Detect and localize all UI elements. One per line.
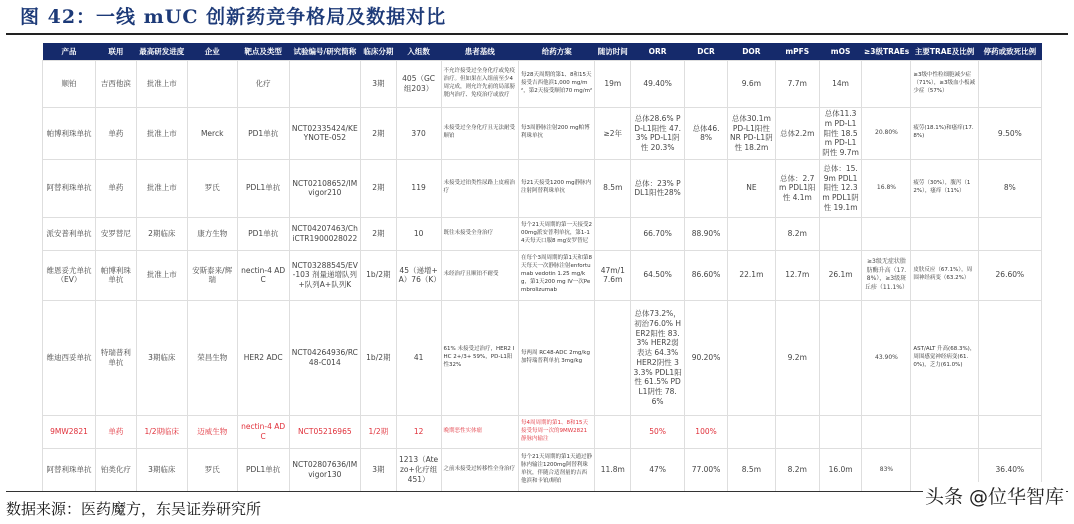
cell-phase: 2期 <box>361 217 397 250</box>
cell-phase: 1b/2期 <box>361 300 397 415</box>
cell-followup: 11.8m <box>595 448 631 491</box>
cell-target: PD1单抗 <box>237 217 289 250</box>
figure-title: 图 42：一线 mUC 创新药竞争格局及数据对比 <box>20 6 447 28</box>
cell-baseline: 之前未接受过转移性全身治疗 <box>441 448 518 491</box>
cell-followup: 19m <box>595 61 631 108</box>
cell-trial-id: NCT03288545/EV-103 剂量递增队列+队列A+队列K <box>289 250 360 300</box>
cell-combination: 帕博利珠单抗 <box>96 250 137 300</box>
cell-discontinuation <box>978 61 1041 108</box>
cell-product: 阿替利珠单抗 <box>43 159 96 217</box>
header-company: 企业 <box>187 43 237 61</box>
cell-followup <box>595 217 631 250</box>
cell-discontinuation: 8% <box>978 159 1041 217</box>
cell-dosing: 每28天周期的第1、8和15天接受吉西他滨1,000 mg/m²，第2天接受顺铂70 mg/m² <box>518 61 594 108</box>
cell-baseline: 晚期恶性实体瘤 <box>441 415 518 448</box>
header-product: 产品 <box>43 43 96 61</box>
cell-orr: 64.50% <box>631 250 685 300</box>
cell-company: 罗氏 <box>187 448 237 491</box>
cell-company: Merck <box>187 108 237 160</box>
title-divider <box>6 33 1068 35</box>
cell-discontinuation: 26.60% <box>978 250 1041 300</box>
cell-grade3-traes <box>862 415 911 448</box>
cell-dcr <box>685 61 728 108</box>
cell-dcr: 总体46.8% <box>685 108 728 160</box>
cell-orr: 总体73.2%，初治76.0% HER2阳性 83.3% HER2弱表达 64.3% HER2阴性 33.3% PDL1阳性 61.5% PDL1阴性 78.6% <box>631 300 685 415</box>
header-dcr: DCR <box>685 43 728 61</box>
cell-dor: 22.1m <box>727 250 775 300</box>
cell-product: 维迪西妥单抗 <box>43 300 96 415</box>
cell-company: 安斯泰来/辉瑞 <box>187 250 237 300</box>
header-stage: 最高研发进度 <box>136 43 187 61</box>
header-enrollment: 入组数 <box>396 43 441 61</box>
cell-baseline: 未接受过铂类性尿路上皮癌治疗 <box>441 159 518 217</box>
table-row <box>43 61 1042 108</box>
cell-enrollment: 12 <box>396 415 441 448</box>
header-dor: DOR <box>727 43 775 61</box>
data-source-note: 数据来源：医药魔方，东吴证券研究所 <box>6 500 262 518</box>
cell-orr: 总体28.6% PD-L1阳性 47.3% PD-L1阴性 20.3% <box>631 108 685 160</box>
cell-mpfs <box>775 415 819 448</box>
header-grade3-traes: ≥3级TRAEs <box>862 43 911 61</box>
cell-followup <box>595 415 631 448</box>
cell-baseline: 61% 未接受过治疗，HER2 IHC 2+/3+ 59%，PD-L1阳性32% <box>441 300 518 415</box>
cell-dor <box>727 300 775 415</box>
cell-target: nectin-4 ADC <box>237 250 289 300</box>
cell-main-trae <box>911 415 978 448</box>
cell-stage: 1/2期临床 <box>136 415 187 448</box>
cell-product: 9MW2821 <box>43 415 96 448</box>
cell-grade3-traes <box>862 217 911 250</box>
cell-combination: 单药 <box>96 108 137 160</box>
cell-enrollment: 370 <box>396 108 441 160</box>
header-dosing: 给药方案 <box>518 43 594 61</box>
cell-baseline: 不允许接受过全身化疗或免疫治疗。但如果在入组前至少4周完成，则允许先前的局部膀胱内治疗、免疫治疗或放疗 <box>441 61 518 108</box>
cell-combination: 铂类化疗 <box>96 448 137 491</box>
cell-company: 荣昌生物 <box>187 300 237 415</box>
table-row <box>43 159 1042 217</box>
cell-grade3-traes: ≥3级无症状脂肪酶升高（17.8%），≥3级斑丘疹（11.1%） <box>862 250 911 300</box>
cell-product: 帕博利珠单抗 <box>43 108 96 160</box>
cell-stage: 2期临床 <box>136 217 187 250</box>
cell-discontinuation <box>978 415 1041 448</box>
cell-target: HER2 ADC <box>237 300 289 415</box>
header-orr: ORR <box>631 43 685 61</box>
cell-orr: 49.40% <box>631 61 685 108</box>
cell-mos <box>819 415 862 448</box>
cell-orr: 50% <box>631 415 685 448</box>
cell-mpfs: 12.7m <box>775 250 819 300</box>
cell-enrollment: 119 <box>396 159 441 217</box>
cell-target: PDL1单抗 <box>237 159 289 217</box>
cell-combination: 安罗替尼 <box>96 217 137 250</box>
cell-baseline: 未经治疗且顺铂不耐受 <box>441 250 518 300</box>
cell-product: 维恩妥尤单抗（EV） <box>43 250 96 300</box>
cell-dor: 总体30.1m PD-L1阳性 NR PD-L1阴性 18.2m <box>727 108 775 160</box>
cell-followup: ≥2年 <box>595 108 631 160</box>
cell-dor: 9.6m <box>727 61 775 108</box>
cell-company: 罗氏 <box>187 159 237 217</box>
cell-company <box>187 61 237 108</box>
cell-grade3-traes: 20.80% <box>862 108 911 160</box>
table-row <box>43 108 1042 160</box>
header-target: 靶点及类型 <box>237 43 289 61</box>
watermark: 头条 @位华智库 <box>923 482 1066 509</box>
cell-trial-id: NCT04264936/RC48-C014 <box>289 300 360 415</box>
cell-grade3-traes: 83% <box>862 448 911 491</box>
cell-grade3-traes <box>862 61 911 108</box>
header-followup: 随访时间 <box>595 43 631 61</box>
cell-product: 顺铂 <box>43 61 96 108</box>
cell-combination: 吉西他滨 <box>96 61 137 108</box>
header-phase: 临床分期 <box>361 43 397 61</box>
cell-phase: 3期 <box>361 448 397 491</box>
cell-dcr: 88.90% <box>685 217 728 250</box>
cell-orr: 总体：23% PDL1阳性28% <box>631 159 685 217</box>
cell-dosing: 在每个3周周期的第1天和第8天每天一次静脉注射enfortumab vedotin 1.25 mg/kg，第1天200 mg IV一次Pembrolizumab <box>518 250 594 300</box>
cell-trial-id <box>289 61 360 108</box>
cell-discontinuation: 9.50% <box>978 108 1041 160</box>
cell-target: PDL1单抗 <box>237 448 289 491</box>
cell-trial-id: NCT02108652/IMvigor210 <box>289 159 360 217</box>
cell-orr: 66.70% <box>631 217 685 250</box>
cell-dcr: 100% <box>685 415 728 448</box>
cell-followup: 47m/17.6m <box>595 250 631 300</box>
cell-dosing: 每21天接受1200 mg静脉内注射阿替利珠单抗 <box>518 159 594 217</box>
header-mpfs: mPFS <box>775 43 819 61</box>
cell-stage: 批准上市 <box>136 61 187 108</box>
cell-grade3-traes: 43.90% <box>862 300 911 415</box>
cell-followup: 8.5m <box>595 159 631 217</box>
cell-dcr: 77.00% <box>685 448 728 491</box>
cell-enrollment: 1213（Atezo+化疗组451） <box>396 448 441 491</box>
cell-stage: 批准上市 <box>136 159 187 217</box>
cell-mos <box>819 300 862 415</box>
cell-main-trae: ≥3级中性粒细胞减少症（71%），≥3级血小板减少症（57%） <box>911 61 978 108</box>
cell-main-trae: 皮肤反应（67.1%），周围神经病变（63.2%） <box>911 250 978 300</box>
header-mos: mOS <box>819 43 862 61</box>
cell-stage: 3期临床 <box>136 300 187 415</box>
cell-main-trae: 疲劳(18.1%)和瘙痒(17.8%) <box>911 108 978 160</box>
cell-mos <box>819 217 862 250</box>
cell-product: 派安普利单抗 <box>43 217 96 250</box>
table-header-row <box>43 43 1042 61</box>
cell-dor: 8.5m <box>727 448 775 491</box>
table-row <box>43 448 1042 491</box>
cell-trial-id: NCT02807636/IMvigor130 <box>289 448 360 491</box>
header-trial-id: 试验编号/研究简称 <box>289 43 360 61</box>
cell-discontinuation: 36.40% <box>978 448 1041 491</box>
table-row <box>43 217 1042 250</box>
cell-followup <box>595 300 631 415</box>
cell-product: 阿替利珠单抗 <box>43 448 96 491</box>
competition-table <box>42 43 1042 492</box>
cell-target: PD1单抗 <box>237 108 289 160</box>
cell-baseline: 既往未接受全身治疗 <box>441 217 518 250</box>
cell-dcr: 86.60% <box>685 250 728 300</box>
cell-target: 化疗 <box>237 61 289 108</box>
cell-phase: 1/2期 <box>361 415 397 448</box>
cell-stage: 3期临床 <box>136 448 187 491</box>
cell-mos: 总体11.3m PD-L1阳性 18.5m PD-L1阴性 9.7m <box>819 108 862 160</box>
cell-main-trae: 疲劳（30%），腹泻（12%），瘙痒（11%） <box>911 159 978 217</box>
table-row <box>43 250 1042 300</box>
cell-enrollment: 10 <box>396 217 441 250</box>
cell-mpfs: 总体2.2m <box>775 108 819 160</box>
header-baseline: 患者基线 <box>441 43 518 61</box>
cell-discontinuation <box>978 217 1041 250</box>
cell-combination: 单药 <box>96 415 137 448</box>
cell-enrollment: 41 <box>396 300 441 415</box>
cell-baseline: 未接受过全身化疗且无法耐受顺铂 <box>441 108 518 160</box>
cell-combination: 特瑞普利单抗 <box>96 300 137 415</box>
cell-dor: NE <box>727 159 775 217</box>
cell-mpfs: 9.2m <box>775 300 819 415</box>
cell-enrollment: 45（递增+A）76（K） <box>396 250 441 300</box>
header-combination: 联用 <box>96 43 137 61</box>
cell-mpfs: 8.2m <box>775 217 819 250</box>
cell-stage: 批准上市 <box>136 250 187 300</box>
footer-divider <box>6 491 1068 492</box>
cell-dosing: 每个21天周期的第一天接受200mg派安普利单抗，第1-14天每天口服8 mg安罗替尼 <box>518 217 594 250</box>
table-row <box>43 415 1042 448</box>
cell-main-trae: AST/ALT 升高(68.3%)，周围感觉神经病变(61.0%)，乏力(61.0%) <box>911 300 978 415</box>
cell-grade3-traes: 16.8% <box>862 159 911 217</box>
cell-mpfs: 总体：2.7m PDL1阳性 4.1m <box>775 159 819 217</box>
cell-mos: 14m <box>819 61 862 108</box>
cell-phase: 2期 <box>361 108 397 160</box>
cell-orr: 47% <box>631 448 685 491</box>
cell-mpfs: 7.7m <box>775 61 819 108</box>
cell-dcr: 90.20% <box>685 300 728 415</box>
table-row <box>43 300 1042 415</box>
cell-combination: 单药 <box>96 159 137 217</box>
header-discontinuation: 停药或致死比例 <box>978 43 1041 61</box>
cell-company: 迈威生物 <box>187 415 237 448</box>
cell-trial-id: NCT02335424/KEYNOTE-052 <box>289 108 360 160</box>
cell-mos: 26.1m <box>819 250 862 300</box>
cell-mpfs: 8.2m <box>775 448 819 491</box>
cell-phase: 1b/2期 <box>361 250 397 300</box>
cell-dor <box>727 415 775 448</box>
cell-mos: 总体：15.9m PDL1阳性 12.3m PDL1阴性 19.1m <box>819 159 862 217</box>
cell-dor <box>727 217 775 250</box>
cell-dosing: 每4周周期的第1、8和15天接受每周一次的9MW2821静脉内输注 <box>518 415 594 448</box>
cell-mos: 16.0m <box>819 448 862 491</box>
cell-company: 康方生物 <box>187 217 237 250</box>
cell-trial-id: NCT05216965 <box>289 415 360 448</box>
cell-main-trae <box>911 217 978 250</box>
cell-trial-id: NCT04207463/ChiCTR1900028022 <box>289 217 360 250</box>
cell-target: nectin-4 ADC <box>237 415 289 448</box>
header-main-trae: 主要TRAE及比例 <box>911 43 978 61</box>
cell-phase: 3期 <box>361 61 397 108</box>
cell-dosing: 每个21天周期的第1天通过静脉内输注1200mg阿替利珠单抗，伴随合适剂量的吉西他滨和卡铂/顺铂 <box>518 448 594 491</box>
cell-dosing: 每两周 RC48-ADC 2mg/kg 加特瑞普利单抗 3mg/kg <box>518 300 594 415</box>
cell-phase: 2期 <box>361 159 397 217</box>
cell-dosing: 每3周静脉注射200 mg帕博利珠单抗 <box>518 108 594 160</box>
cell-discontinuation <box>978 300 1041 415</box>
cell-stage: 批准上市 <box>136 108 187 160</box>
cell-enrollment: 405（GC组203） <box>396 61 441 108</box>
cell-dcr <box>685 159 728 217</box>
